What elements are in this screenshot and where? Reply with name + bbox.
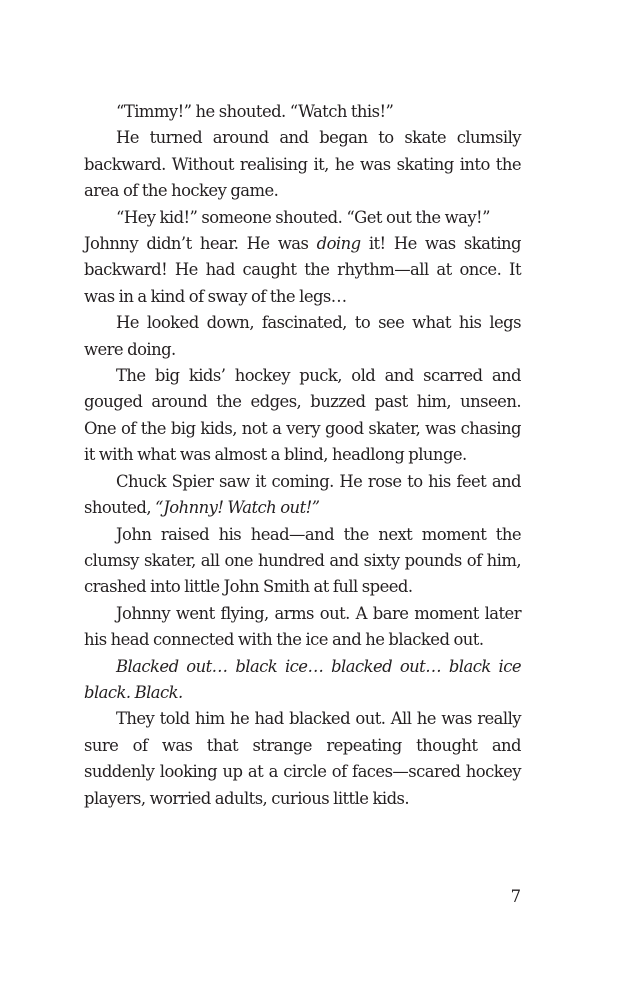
text-run: “Timmy!” he shouted. “Watch this!” [116,102,394,121]
text-run: “Hey kid!” someone shouted. “Get out the way!” [116,207,490,227]
paragraph [84,469,521,522]
text-run: it! He was skating backward! He had caught the rhythm—all at once. It was in a kind of sway of the legs… [84,234,521,306]
text-run: He looked down, fascinated, to see what his legs were doing. [84,313,521,359]
text-run: The big kids’ hockey puck, old and scarred and gouged around the edges, buzzed past him, unseen. One of the big kids, not a very good skater, was chasing it with what was almost a blind, headlong plunge. [84,366,521,465]
italic-text: doing [316,234,361,254]
page-number: 7 [510,887,521,906]
paragraph [84,363,521,469]
italic-text: “Johnny! Watch out!” [155,498,320,518]
text-run: Johnny went flying, arms out. A bare moment later his head connected with the ice and he blacked out. [84,603,521,650]
italic-text: Blacked out… black ice… blacked out… black ice black. Black. [84,656,521,702]
paragraph [84,231,521,310]
paragraph [84,601,521,654]
body-text [84,99,521,812]
text-run: They told him he had blacked out. All he was really sure of was that strange repeating thought and suddenly looking up at a circle of faces—scared hockey players, worried adults, curious little kids. [84,709,521,808]
paragraph [84,99,521,125]
text-run: He turned around and began to skate clumsily backward. Without realising it, he was skating into the area of the hockey game. [84,128,521,201]
paragraph [84,205,521,231]
paragraph [84,310,521,363]
text-run: John raised his head—and the next moment the clumsy skater, all one hundred and sixty pounds of him, crashed into little John Smith at full speed. [84,524,521,597]
paragraph [84,125,521,204]
text-run: Johnny didn’t hear. He was [84,234,317,254]
paragraph [84,654,521,707]
paragraph [84,522,521,601]
text-run: Chuck Spier saw it coming. He rose to his feet and shouted, [84,471,521,518]
paragraph [84,706,521,812]
